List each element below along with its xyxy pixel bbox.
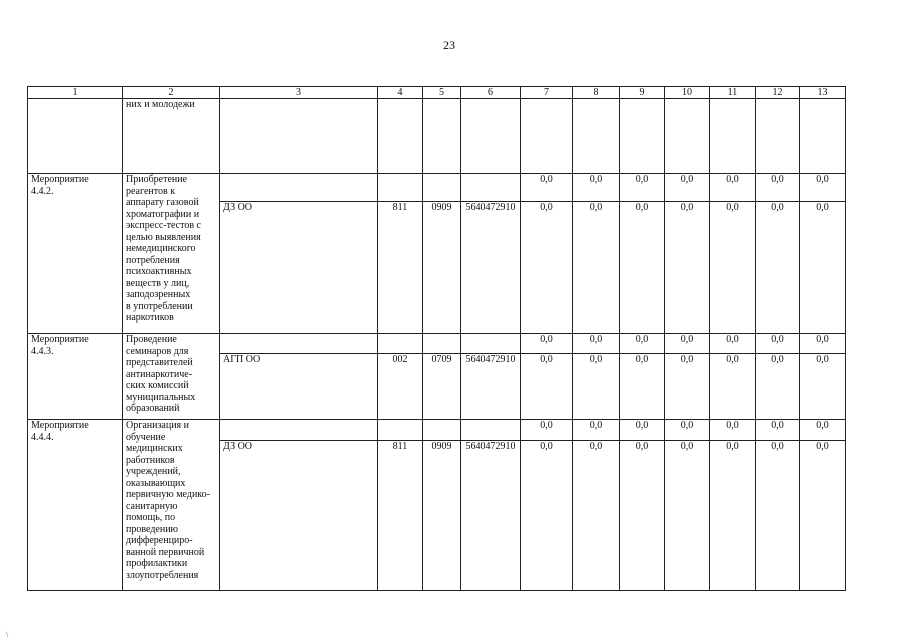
table-cell xyxy=(220,99,378,174)
rzpr-code: 0709 xyxy=(423,354,461,420)
table-cell xyxy=(423,174,461,202)
continuation-row xyxy=(28,99,846,174)
value-cell: 0,0 xyxy=(665,420,710,441)
column-header: 2 xyxy=(123,87,220,99)
value-cell: 0,0 xyxy=(710,334,756,354)
value-cell: 0,0 xyxy=(710,420,756,441)
event-total-row xyxy=(28,334,846,354)
table-cell xyxy=(710,99,756,174)
table-cell xyxy=(378,174,423,202)
budget-table xyxy=(27,86,846,591)
page-number: 23 xyxy=(443,38,455,52)
column-header: 10 xyxy=(665,87,710,99)
value-cell: 0,0 xyxy=(756,202,800,334)
value-cell: 0,0 xyxy=(665,202,710,334)
executor: ДЗ ОО xyxy=(220,441,378,591)
column-header: 3 xyxy=(220,87,378,99)
table-cell xyxy=(28,99,123,174)
table-cell xyxy=(573,99,620,174)
csr-code: 5640472910 xyxy=(461,354,521,420)
table-cell xyxy=(423,420,461,441)
value-cell: 0,0 xyxy=(573,174,620,202)
table-cell xyxy=(220,420,378,441)
value-cell: 0,0 xyxy=(710,202,756,334)
value-cell: 0,0 xyxy=(521,420,573,441)
value-cell: 0,0 xyxy=(800,334,846,354)
table-cell xyxy=(220,174,378,202)
value-cell: 0,0 xyxy=(620,334,665,354)
value-cell: 0,0 xyxy=(756,420,800,441)
column-header: 11 xyxy=(710,87,756,99)
event-id: Мероприятие 4.4.3. xyxy=(28,334,123,420)
csr-code: 5640472910 xyxy=(461,202,521,334)
event-id: Мероприятие 4.4.2. xyxy=(28,174,123,334)
table-cell xyxy=(461,334,521,354)
column-header: 5 xyxy=(423,87,461,99)
table-cell xyxy=(220,334,378,354)
table-cell xyxy=(461,99,521,174)
value-cell: 0,0 xyxy=(800,354,846,420)
value-cell: 0,0 xyxy=(620,420,665,441)
value-cell: 0,0 xyxy=(756,174,800,202)
value-cell: 0,0 xyxy=(573,334,620,354)
grbs-code: 811 xyxy=(378,202,423,334)
value-cell: 0,0 xyxy=(800,441,846,591)
event-total-row xyxy=(28,420,846,441)
table-cell xyxy=(378,420,423,441)
table-cell xyxy=(378,334,423,354)
value-cell: 0,0 xyxy=(521,174,573,202)
value-cell: 0,0 xyxy=(620,354,665,420)
value-cell: 0,0 xyxy=(521,441,573,591)
event-description: Приобретение реагентов к аппарату газовой хроматографии и экспресс-тестов с целью выявления немедицинского потребления психоактивных веществ у лиц, заподозренных в употреблении наркотиков xyxy=(123,174,220,334)
header-row xyxy=(28,87,846,99)
rzpr-code: 0909 xyxy=(423,441,461,591)
executor: АГП ОО xyxy=(220,354,378,420)
value-cell: 0,0 xyxy=(620,174,665,202)
value-cell: 0,0 xyxy=(665,334,710,354)
value-cell: 0,0 xyxy=(573,202,620,334)
value-cell: 0,0 xyxy=(800,174,846,202)
column-header: 13 xyxy=(800,87,846,99)
table-cell xyxy=(665,99,710,174)
value-cell: 0,0 xyxy=(800,420,846,441)
table-cell xyxy=(756,99,800,174)
event-description: Проведение семинаров для представителей антинаркотиче- ских комиссий муниципальных образований xyxy=(123,334,220,420)
value-cell: 0,0 xyxy=(573,420,620,441)
value-cell: 0,0 xyxy=(620,202,665,334)
value-cell: 0,0 xyxy=(756,441,800,591)
table-cell xyxy=(423,334,461,354)
value-cell: 0,0 xyxy=(521,202,573,334)
continuation-text: них и молодежи xyxy=(123,99,220,174)
value-cell: 0,0 xyxy=(665,354,710,420)
value-cell: 0,0 xyxy=(521,354,573,420)
grbs-code: 811 xyxy=(378,441,423,591)
column-header: 9 xyxy=(620,87,665,99)
value-cell: 0,0 xyxy=(665,441,710,591)
event-total-row xyxy=(28,174,846,202)
scan-margin-mark: \ xyxy=(6,630,9,639)
value-cell: 0,0 xyxy=(800,202,846,334)
value-cell: 0,0 xyxy=(573,354,620,420)
value-cell: 0,0 xyxy=(573,441,620,591)
table-cell xyxy=(800,99,846,174)
value-cell: 0,0 xyxy=(710,174,756,202)
table-cell xyxy=(620,99,665,174)
value-cell: 0,0 xyxy=(521,334,573,354)
value-cell: 0,0 xyxy=(756,334,800,354)
column-header: 7 xyxy=(521,87,573,99)
event-id: Мероприятие 4.4.4. xyxy=(28,420,123,591)
value-cell: 0,0 xyxy=(620,441,665,591)
rzpr-code: 0909 xyxy=(423,202,461,334)
value-cell: 0,0 xyxy=(710,441,756,591)
column-header: 8 xyxy=(573,87,620,99)
column-header: 12 xyxy=(756,87,800,99)
table-cell xyxy=(461,174,521,202)
event-description: Организация и обучение медицинских работников учреждений, оказывающих первичную медико- санитарную помощь, по проведению дифференциро- ванной первичной профилактики злоупотребления xyxy=(123,420,220,591)
column-header: 1 xyxy=(28,87,123,99)
grbs-code: 002 xyxy=(378,354,423,420)
csr-code: 5640472910 xyxy=(461,441,521,591)
table-cell xyxy=(521,99,573,174)
table-cell xyxy=(423,99,461,174)
value-cell: 0,0 xyxy=(756,354,800,420)
column-header: 4 xyxy=(378,87,423,99)
column-header: 6 xyxy=(461,87,521,99)
executor: ДЗ ОО xyxy=(220,202,378,334)
table-cell xyxy=(378,99,423,174)
value-cell: 0,0 xyxy=(710,354,756,420)
table-cell xyxy=(461,420,521,441)
value-cell: 0,0 xyxy=(665,174,710,202)
